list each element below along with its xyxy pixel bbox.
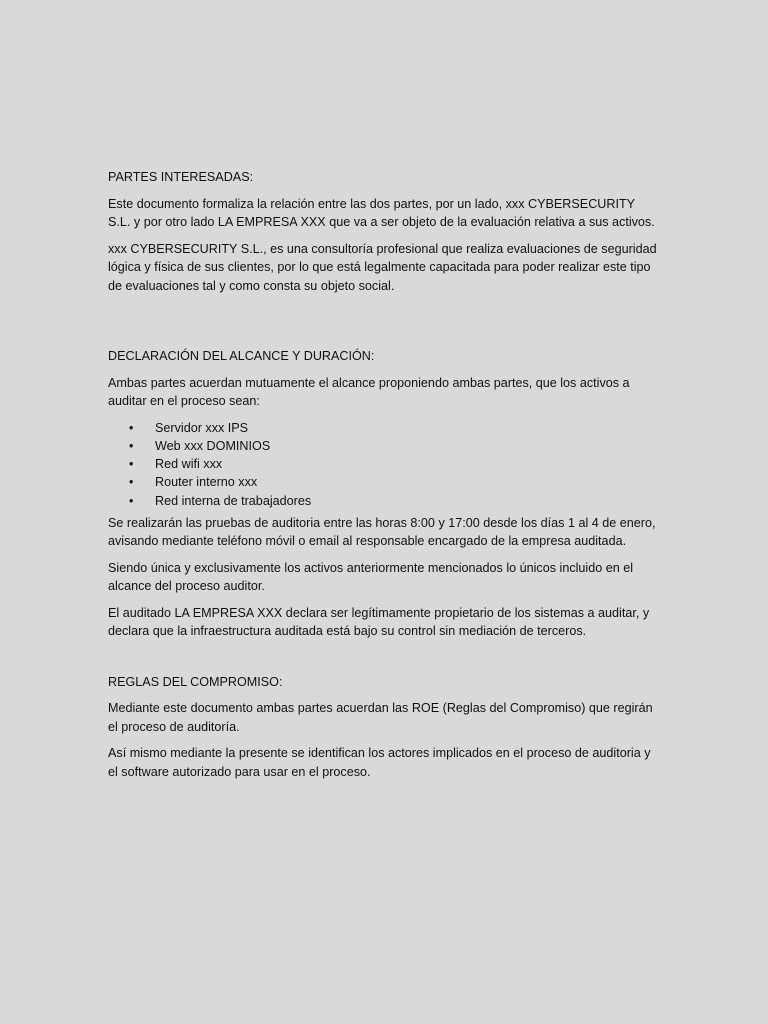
paragraph: Siendo única y exclusivamente los activos anteriormente mencionados lo únicos incluido en el alcance del proceso auditor.: [108, 560, 634, 594]
list-item: [108, 419, 660, 437]
bullet-icon: •: [129, 475, 134, 490]
bullet-icon: •: [129, 438, 134, 453]
list-item-text: Red wifi xxx: [155, 457, 223, 472]
paragraph: Este documento formaliza la relación entre las dos partes, por un lado, xxx CYBERSECURITY S.L. y por otro lado LA EMPRESA XXX que va a ser objeto de la evaluación relativa a sus activos.: [108, 196, 655, 229]
list-item: [108, 437, 660, 455]
paragraph: xxx CYBERSECURITY S.L., es una consultoría profesional que realiza evaluaciones de seguridad lógica y física de sus clientes, por lo que está legalmente capacitada para poder realizar este tipo de evaluaciones tal y como consta su objeto social.: [108, 241, 657, 293]
list-item-text: Red interna de trabajadores: [155, 493, 312, 508]
section-declaracion-alcance: [108, 347, 660, 641]
section-partes-interesadas: [108, 168, 660, 295]
paragraph: Así mismo mediante la presente se identifican los actores implicados en el proceso de auditoria y el software autorizado para usar en el proceso.: [108, 746, 651, 779]
bullet-icon: •: [129, 420, 134, 435]
spacer: [108, 649, 660, 673]
section-heading: DECLARACIÓN DEL ALCANCE Y DURACIÓN:: [108, 349, 375, 363]
list-item: [108, 473, 660, 491]
paragraph: Mediante este documento ambas partes acuerdan las ROE (Reglas del Compromiso) que regirán el proceso de auditoría.: [108, 701, 653, 734]
section-heading: PARTES INTERESADAS:: [108, 170, 254, 184]
list-item-text: Router interno xxx: [155, 475, 258, 490]
bullet-icon: •: [129, 457, 134, 472]
list-item-text: Servidor xxx IPS: [155, 420, 249, 435]
asset-list: [108, 419, 660, 510]
paragraph: Se realizarán las pruebas de auditoria entre las horas 8:00 y 17:00 desde los días 1 al 4 de enero, avisando mediante teléfono móvil o email al responsable encargado de la empresa auditada.: [108, 515, 656, 549]
section-reglas-compromiso: [108, 673, 660, 782]
list-item: [108, 492, 660, 510]
list-item: [108, 455, 660, 473]
paragraph: Ambas partes acuerdan mutuamente el alcance proponiendo ambas partes, que los activos a auditar en el proceso sean:: [108, 375, 630, 408]
paragraph: El auditado LA EMPRESA XXX declara ser legítimamente propietario de los sistemas a auditar, y declara que la infraestructura auditada está bajo su control sin mediación de terceros.: [108, 605, 650, 639]
spacer: [108, 303, 660, 347]
bullet-icon: •: [129, 493, 134, 508]
list-item-text: Web xxx DOMINIOS: [155, 438, 271, 453]
section-heading: REGLAS DEL COMPROMISO:: [108, 674, 283, 689]
